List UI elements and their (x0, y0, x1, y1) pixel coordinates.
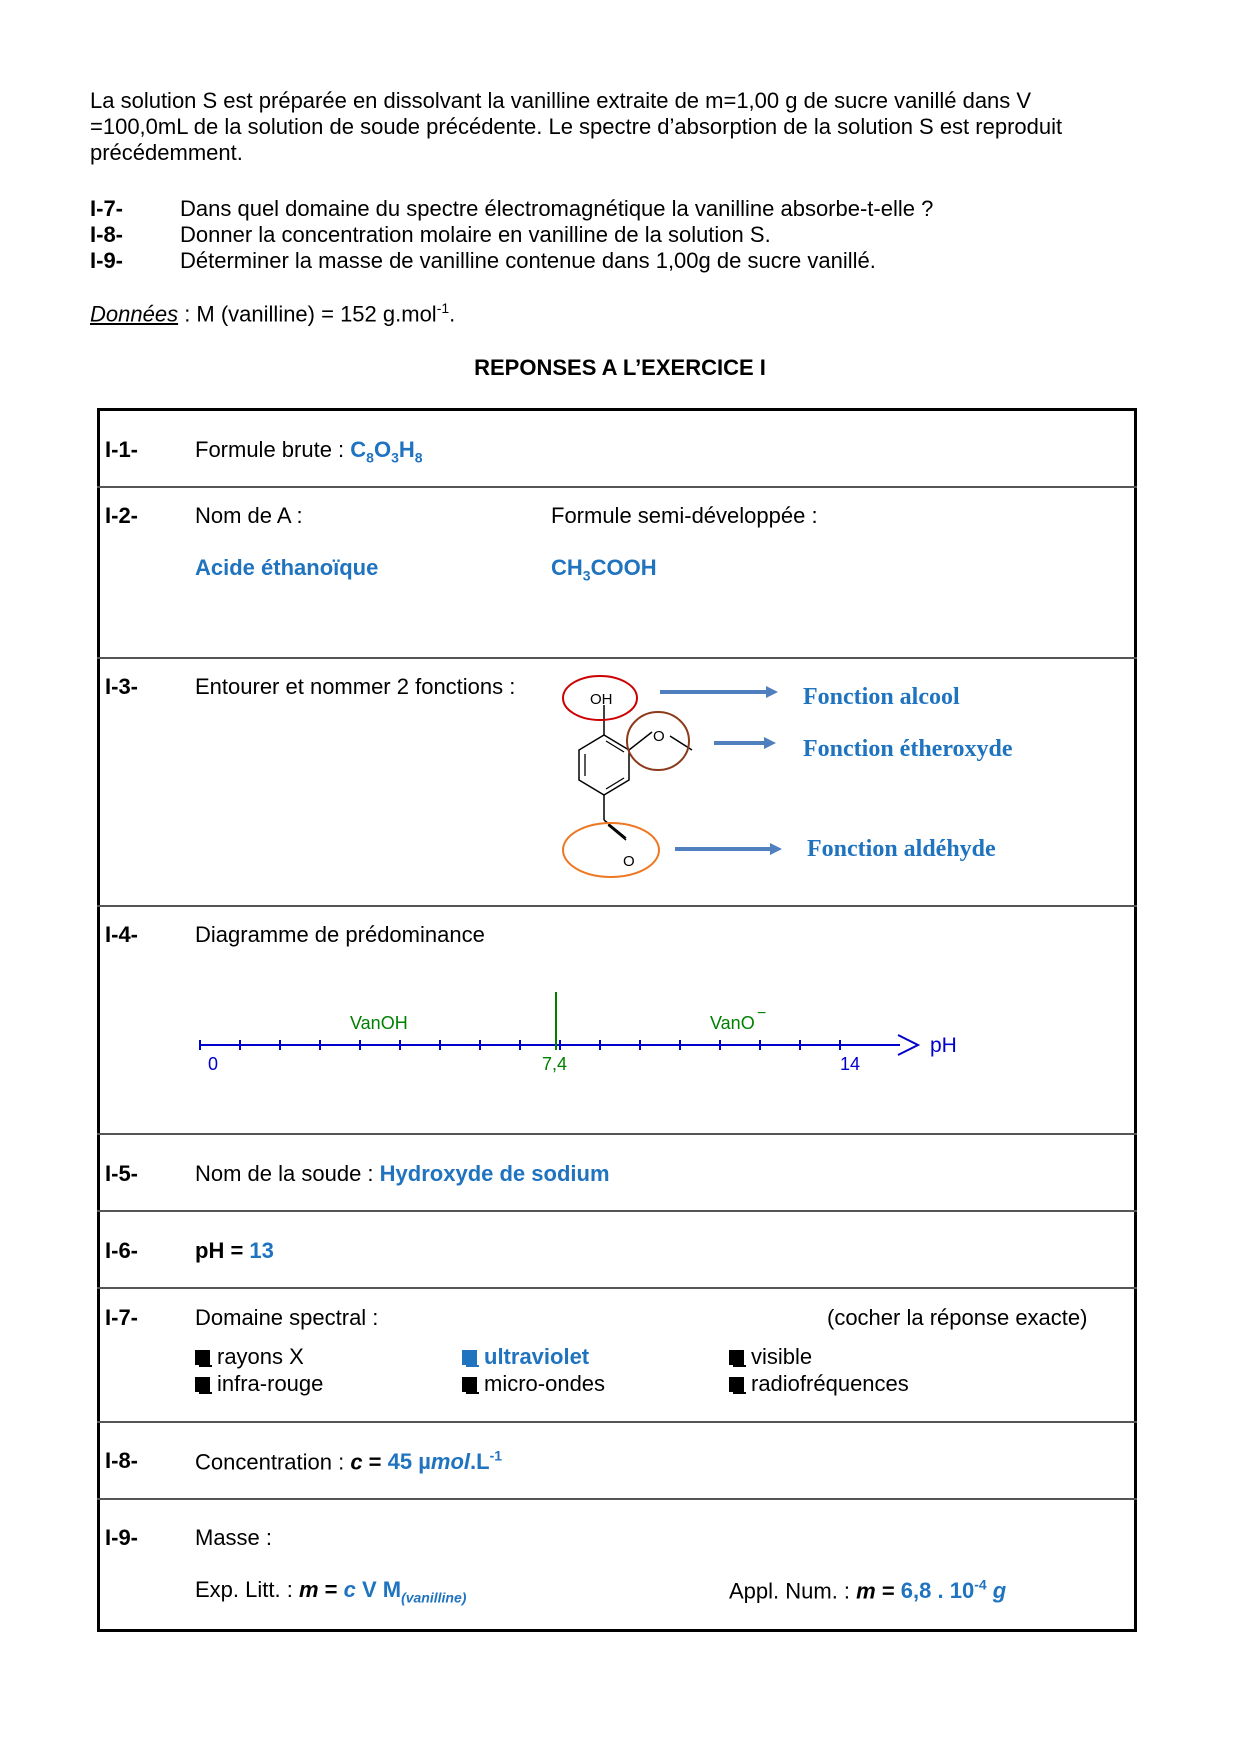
row-divider (97, 1210, 1137, 1212)
diagramme-label: Diagramme de prédominance (195, 922, 485, 947)
ph-axis-arrowhead (898, 1035, 918, 1055)
row-number: I-4- (105, 922, 138, 947)
row-divider (97, 1133, 1137, 1135)
fonction-aldehyde: Fonction aldéhyde (807, 836, 996, 862)
formule-brute: Formule brute : $C_8O_3H_8$ (195, 437, 423, 466)
tick-label-14: 14 (840, 1054, 861, 1074)
checkbox-icon[interactable] (195, 1377, 210, 1392)
nom-a-answer: Acide éthanoïque (195, 555, 379, 580)
checkbox-icon[interactable] (729, 1350, 744, 1365)
fonction-etheroxyde: Fonction étheroxyde (803, 736, 1013, 762)
option-rayons-x[interactable]: rayons X (195, 1344, 304, 1370)
checkbox-icon[interactable] (462, 1350, 477, 1365)
option-visible[interactable]: visible (729, 1344, 812, 1370)
row-divider (97, 1421, 1137, 1423)
option-ultraviolet[interactable]: ultraviolet (462, 1344, 589, 1370)
ph-value: pH = 13 (195, 1238, 274, 1263)
application-numerique: Appl. Num. : m = 6,8 . $10^{-4}$ g (729, 1577, 1007, 1604)
tick-label-0: 0 (208, 1054, 219, 1074)
option-micro-ondes[interactable]: micro-ondes (462, 1371, 605, 1397)
row-number: I-6- (105, 1238, 138, 1263)
double-bond (606, 741, 624, 752)
fonctions-label: Entourer et nommer 2 fonctions : (195, 674, 516, 699)
masse-label: Masse : (195, 1525, 273, 1550)
intro-line-3: précédemment. (90, 140, 243, 165)
formule-semi-label: Formule semi-développée : (551, 503, 818, 528)
question-i8: I-8- Donner la concentration molaire en vanilline de la solution S. (90, 222, 771, 247)
species-vanoh: VanOH (350, 1013, 408, 1033)
ether-o-label: O (653, 728, 665, 745)
row-number: I-7- (105, 1305, 138, 1330)
arrow-icon (714, 737, 776, 749)
concentration: Concentration : c = 45 $\mu mol.L^{-1}$ (195, 1448, 503, 1475)
species-vano: VanO (710, 1013, 755, 1033)
predominance-diagram (190, 980, 970, 1090)
intro-paragraph (90, 88, 1150, 166)
bond (608, 825, 626, 840)
row-number: I-5- (105, 1161, 138, 1186)
row-number: I-9- (105, 1525, 138, 1550)
bond (629, 732, 652, 750)
intro-line-2: =100,0mL de la solution de soude précédente. Le spectre d’absorption de la solution S est reproduit (90, 114, 1063, 139)
row-divider (97, 1498, 1137, 1500)
nom-a-label: Nom de A : (195, 503, 303, 528)
row-divider (97, 905, 1137, 907)
option-infra-rouge[interactable]: infra-rouge (195, 1371, 323, 1397)
question-i9: I-9- Déterminer la masse de vanilline contenue dans 1,00g de sucre vanillé. (90, 248, 876, 273)
ph-answer: 13 (249, 1238, 274, 1263)
oh-label: OH (590, 691, 613, 708)
row-number: I-3- (105, 674, 138, 699)
arrow-icon (675, 843, 782, 855)
aldehyde-circle (563, 823, 659, 877)
formule-semi-answer: $CH_3COOH$ (551, 555, 657, 584)
application-numerique-answer: 6,8 . $10^{-4}$ g (900, 1577, 1007, 1604)
row-divider (97, 657, 1137, 659)
double-bond (606, 778, 624, 789)
checkbox-icon[interactable] (462, 1377, 477, 1392)
domaine-label: Domaine spectral : (195, 1305, 379, 1330)
row-number: I-1- (105, 437, 138, 462)
species-charge: − (757, 1005, 767, 1022)
soude-answer: Hydroxyde de sodium (379, 1161, 610, 1186)
concentration-answer: 45 $\mu mol.L^{-1}$ (387, 1448, 503, 1475)
tick-label-pka: 7,4 (542, 1054, 568, 1074)
row-number: I-2- (105, 503, 138, 528)
question-i7: I-7- Dans quel domaine du spectre électromagnétique la vanilline absorbe-t-elle ? (90, 196, 934, 221)
option-radiofrequences[interactable]: radiofréquences (729, 1371, 909, 1397)
fonction-alcool: Fonction alcool (803, 684, 960, 710)
domaine-hint: (cocher la réponse exacte) (827, 1305, 1088, 1330)
intro-line-1: La solution S est préparée en dissolvant la vanilline extraite de m=1,00 g de sucre vanillé dans V (90, 88, 1032, 113)
soude-name: Nom de la soude : Hydroxyde de sodium (195, 1161, 610, 1186)
row-divider (97, 486, 1137, 488)
formule-brute-answer: $C_8O_3H_8$ (350, 437, 423, 466)
answers-heading: REPONSES A L’EXERCICE I (474, 355, 766, 380)
axis-ph-label: pH (930, 1034, 957, 1057)
aldehyde-o-label: O (623, 853, 635, 870)
expression-litterale-answer: c V $M_{(vanilline)}$ (343, 1577, 467, 1606)
row-number: I-8- (105, 1448, 138, 1473)
donnees: Données : M (vanilline) = 152 g.mol$^{-1}$. (90, 300, 456, 327)
expression-litterale: Exp. Litt. : m = c V $M_{(vanilline)}$ (195, 1577, 467, 1606)
checkbox-icon[interactable] (729, 1377, 744, 1392)
checkbox-icon[interactable] (195, 1350, 210, 1365)
arrow-icon (660, 686, 778, 698)
row-divider (97, 1287, 1137, 1289)
benzene-ring (579, 735, 629, 795)
